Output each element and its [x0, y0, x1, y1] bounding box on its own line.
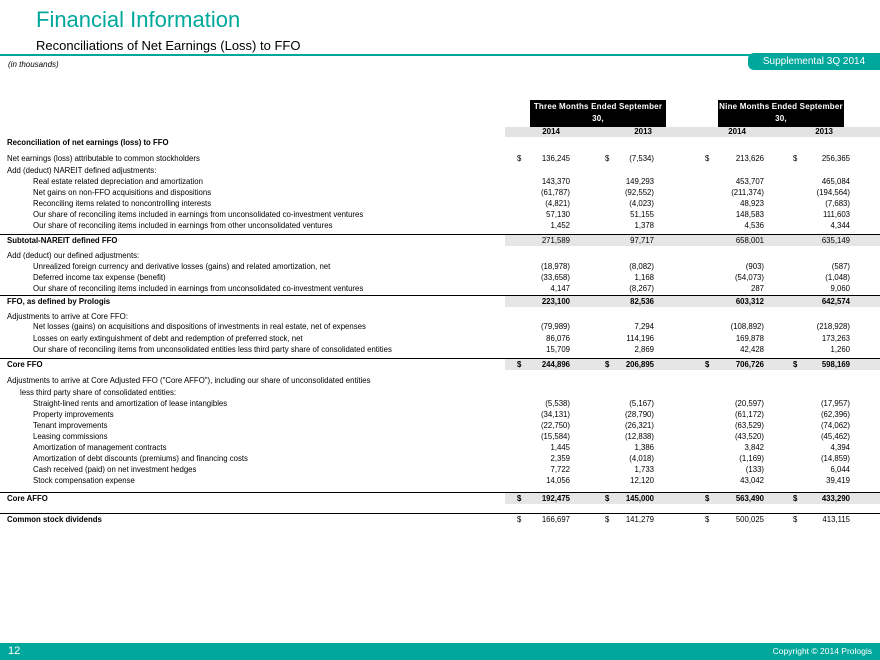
row-label: Our share of reconciling items included in earnings from unconsolidated co-investment ventures: [33, 210, 364, 219]
table-row: [0, 296, 880, 307]
dollar-sign: $: [705, 360, 710, 369]
row-value: 213,626: [735, 154, 764, 163]
row-value: 111,603: [822, 210, 850, 219]
row-value: 42,428: [740, 345, 764, 354]
table-row: [0, 359, 880, 370]
row-value: (903): [745, 262, 764, 271]
row-value: (62,396): [820, 410, 850, 419]
row-value: 256,365: [821, 154, 850, 163]
row-label: Losses on early extinguishment of debt and redemption of preferred stock, net: [33, 334, 303, 343]
row-label: Net losses (gains) on acquisitions and dispositions of investments in real estate, net of expenses: [33, 322, 366, 331]
row-value: (34,131): [540, 410, 570, 419]
row-value: 12,120: [630, 476, 654, 485]
row-value: (218,928): [816, 322, 850, 331]
row-value: 465,084: [821, 177, 850, 186]
column-group-three-months: Three Months Ended September 30,: [530, 100, 666, 127]
row-value: 433,290: [821, 494, 850, 503]
row-value: 603,312: [735, 297, 764, 306]
table-row: [0, 514, 880, 525]
page-number: 12: [8, 645, 21, 657]
row-value: 143,370: [541, 177, 570, 186]
table-row: [0, 409, 880, 420]
row-label: Net earnings (loss) attributable to common stockholders: [7, 154, 200, 163]
row-value: 658,001: [735, 236, 764, 245]
table-row: [0, 475, 880, 486]
row-value: (5,167): [629, 399, 654, 408]
column-group-nine-months: Nine Months Ended September 30,: [718, 100, 844, 127]
row-value: 563,490: [735, 494, 764, 503]
row-value: (15,584): [540, 432, 570, 441]
year-header: 2013: [634, 127, 652, 136]
row-label: FFO, as defined by Prologis: [7, 297, 111, 306]
row-value: 1,260: [830, 345, 850, 354]
row-value: (22,750): [540, 421, 570, 430]
row-value: (61,172): [734, 410, 764, 419]
row-value: 2,359: [550, 454, 570, 463]
row-value: 7,722: [550, 465, 570, 474]
row-label: Our share of reconciling items included in earnings from unconsolidated co-investment ventures: [33, 284, 364, 293]
year-header: 2013: [815, 127, 833, 136]
page-title: Financial Information: [36, 7, 241, 32]
row-value: 173,263: [821, 334, 850, 343]
dollar-sign: $: [705, 494, 710, 503]
row-value: (92,552): [624, 188, 654, 197]
table-row: [0, 375, 880, 386]
row-label: Cash received (paid) on net investment hedges: [33, 465, 197, 474]
row-value: 1,445: [550, 443, 570, 452]
page-subtitle: Reconciliations of Net Earnings (Loss) to FFO: [36, 38, 301, 53]
row-value: (61,787): [540, 188, 570, 197]
table-row: [0, 187, 880, 198]
row-value: 145,000: [625, 494, 654, 503]
row-value: 1,168: [634, 273, 654, 282]
dollar-sign: $: [705, 515, 710, 524]
row-value: (12,838): [624, 432, 654, 441]
row-value: (26,321): [624, 421, 654, 430]
row-label: Deferred income tax expense (benefit): [33, 273, 166, 282]
row-value: 453,707: [735, 177, 764, 186]
row-value: 169,878: [735, 334, 764, 343]
dollar-sign: $: [605, 515, 610, 524]
row-value: (194,564): [816, 188, 850, 197]
row-label: Core AFFO: [7, 494, 48, 503]
row-value: (4,821): [545, 199, 570, 208]
row-value: 192,475: [541, 494, 570, 503]
row-value: (4,018): [629, 454, 654, 463]
row-value: 413,115: [822, 515, 850, 524]
row-value: 9,060: [830, 284, 850, 293]
row-label: Tenant improvements: [33, 421, 108, 430]
table-row: [0, 272, 880, 283]
row-label: Net gains on non-FFO acquisitions and dispositions: [33, 188, 212, 197]
table-row: [0, 250, 880, 261]
row-label: Our share of reconciling items included in earnings from other unconsolidated ventures: [33, 221, 333, 230]
row-value: (43,520): [734, 432, 764, 441]
row-value: (45,462): [820, 432, 850, 441]
row-value: 141,279: [625, 515, 654, 524]
row-label: Adjustments to arrive at Core Adjusted FFO ("Core AFFO"), including our share of unconsolidated entities: [7, 376, 371, 385]
row-value: 3,842: [744, 443, 764, 452]
table-row: [0, 420, 880, 431]
row-value: 39,419: [826, 476, 850, 485]
row-label: less third party share of consolidated entities:: [20, 388, 177, 397]
table-row: [0, 209, 880, 220]
row-value: 1,452: [550, 221, 570, 230]
row-value: 223,100: [541, 297, 570, 306]
row-label: Add (deduct) NAREIT defined adjustments:: [7, 166, 157, 175]
dollar-sign: $: [705, 154, 710, 163]
dollar-sign: $: [517, 494, 522, 503]
row-value: 635,149: [821, 236, 850, 245]
row-label: Amortization of management contracts: [33, 443, 167, 452]
table-row: [0, 165, 880, 176]
row-value: 642,574: [821, 297, 850, 306]
row-value: (17,957): [820, 399, 850, 408]
row-value: 86,076: [546, 334, 570, 343]
table-row: [0, 333, 880, 344]
row-value: 149,293: [625, 177, 654, 186]
row-value: 7,294: [634, 322, 654, 331]
row-value: (8,082): [629, 262, 654, 271]
row-value: 598,169: [821, 360, 850, 369]
row-value: (54,073): [734, 273, 764, 282]
row-value: 706,726: [735, 360, 764, 369]
table-row: [0, 398, 880, 409]
row-label: Real estate related depreciation and amortization: [33, 177, 203, 186]
table-row: [0, 176, 880, 187]
table-row: [0, 464, 880, 475]
table-row: [0, 321, 880, 332]
copyright: Copyright © 2014 Prologis: [772, 646, 872, 656]
row-label: Subtotal-NAREIT defined FFO: [7, 236, 118, 245]
dollar-sign: $: [605, 494, 610, 503]
row-value: (1,048): [825, 273, 850, 282]
dollar-sign: $: [517, 154, 522, 163]
row-value: 1,733: [634, 465, 654, 474]
row-value: (8,267): [629, 284, 654, 293]
row-value: (108,892): [730, 322, 764, 331]
row-label: Leasing commissions: [33, 432, 108, 441]
table-row: [0, 137, 880, 148]
dollar-sign: $: [793, 360, 798, 369]
footer-bar: [0, 643, 880, 660]
table-row: [0, 453, 880, 464]
row-value: (7,683): [825, 199, 850, 208]
dollar-sign: $: [793, 494, 798, 503]
row-value: (587): [831, 262, 850, 271]
row-value: 148,583: [735, 210, 764, 219]
table-row: [0, 198, 880, 209]
table-row: [0, 153, 880, 164]
row-value: (20,597): [734, 399, 764, 408]
table-row: [0, 220, 880, 231]
row-value: (133): [745, 465, 764, 474]
row-value: 48,923: [740, 199, 764, 208]
row-value: (63,529): [734, 421, 764, 430]
row-label: Common stock dividends: [7, 515, 102, 524]
units-note: (in thousands): [8, 60, 59, 69]
row-value: 287: [750, 284, 764, 293]
row-label: Core FFO: [7, 360, 43, 369]
row-value: 2,869: [634, 345, 654, 354]
row-value: (79,989): [540, 322, 570, 331]
row-value: 136,245: [541, 154, 570, 163]
row-label: Add (deduct) our defined adjustments:: [7, 251, 140, 260]
row-value: 6,044: [830, 465, 850, 474]
row-label: Straight-lined rents and amortization of lease intangibles: [33, 399, 228, 408]
table-row: [0, 442, 880, 453]
row-value: 244,896: [541, 360, 570, 369]
row-value: 4,536: [744, 221, 764, 230]
row-value: (7,534): [629, 154, 654, 163]
row-value: (18,978): [540, 262, 570, 271]
row-value: 4,344: [830, 221, 850, 230]
row-value: 1,386: [634, 443, 654, 452]
row-label: Amortization of debt discounts (premiums) and financing costs: [33, 454, 248, 463]
table-row: [0, 261, 880, 272]
table-row: [0, 431, 880, 442]
row-value: 51,155: [630, 210, 654, 219]
table-row: [0, 387, 880, 398]
row-value: (5,538): [545, 399, 570, 408]
row-label: Adjustments to arrive at Core FFO:: [7, 312, 128, 321]
row-value: 4,147: [550, 284, 570, 293]
row-value: 43,042: [740, 476, 764, 485]
row-value: 206,895: [625, 360, 654, 369]
row-value: 15,709: [546, 345, 570, 354]
dollar-sign: $: [517, 360, 522, 369]
row-value: 14,056: [546, 476, 570, 485]
row-value: 1,378: [634, 221, 654, 230]
row-value: 4,394: [830, 443, 850, 452]
row-value: 166,697: [541, 515, 570, 524]
table-row: [0, 283, 880, 294]
row-value: 114,196: [626, 334, 654, 343]
dollar-sign: $: [793, 154, 798, 163]
row-value: 82,536: [630, 297, 654, 306]
dollar-sign: $: [517, 515, 522, 524]
table-row: [0, 235, 880, 246]
row-value: (1,169): [739, 454, 764, 463]
row-value: (74,062): [820, 421, 850, 430]
supplemental-badge: Supplemental 3Q 2014: [748, 53, 880, 70]
row-label: Reconciling items related to noncontrolling interests: [33, 199, 212, 208]
row-value: 57,130: [546, 210, 570, 219]
row-value: 500,025: [735, 515, 764, 524]
row-label: Unrealized foreign currency and derivative losses (gains) and related amortization, net: [33, 262, 331, 271]
row-value: (28,790): [624, 410, 654, 419]
row-value: (211,374): [731, 188, 764, 197]
row-label: Stock compensation expense: [33, 476, 135, 485]
year-header: 2014: [728, 127, 746, 136]
table-row: [0, 344, 880, 355]
row-label: Property improvements: [33, 410, 114, 419]
dollar-sign: $: [605, 154, 610, 163]
row-value: (33,658): [540, 273, 570, 282]
row-value: (4,023): [629, 199, 654, 208]
row-value: (14,859): [820, 454, 850, 463]
dollar-sign: $: [793, 515, 798, 524]
table-row: [0, 493, 880, 504]
dollar-sign: $: [605, 360, 610, 369]
row-label: Reconciliation of net earnings (loss) to FFO: [7, 138, 169, 147]
row-label: Our share of reconciling items from unconsolidated entities less third party share of consolidated entities: [33, 345, 392, 354]
row-value: 271,589: [541, 236, 570, 245]
row-value: 97,717: [630, 236, 654, 245]
year-header: 2014: [542, 127, 560, 136]
